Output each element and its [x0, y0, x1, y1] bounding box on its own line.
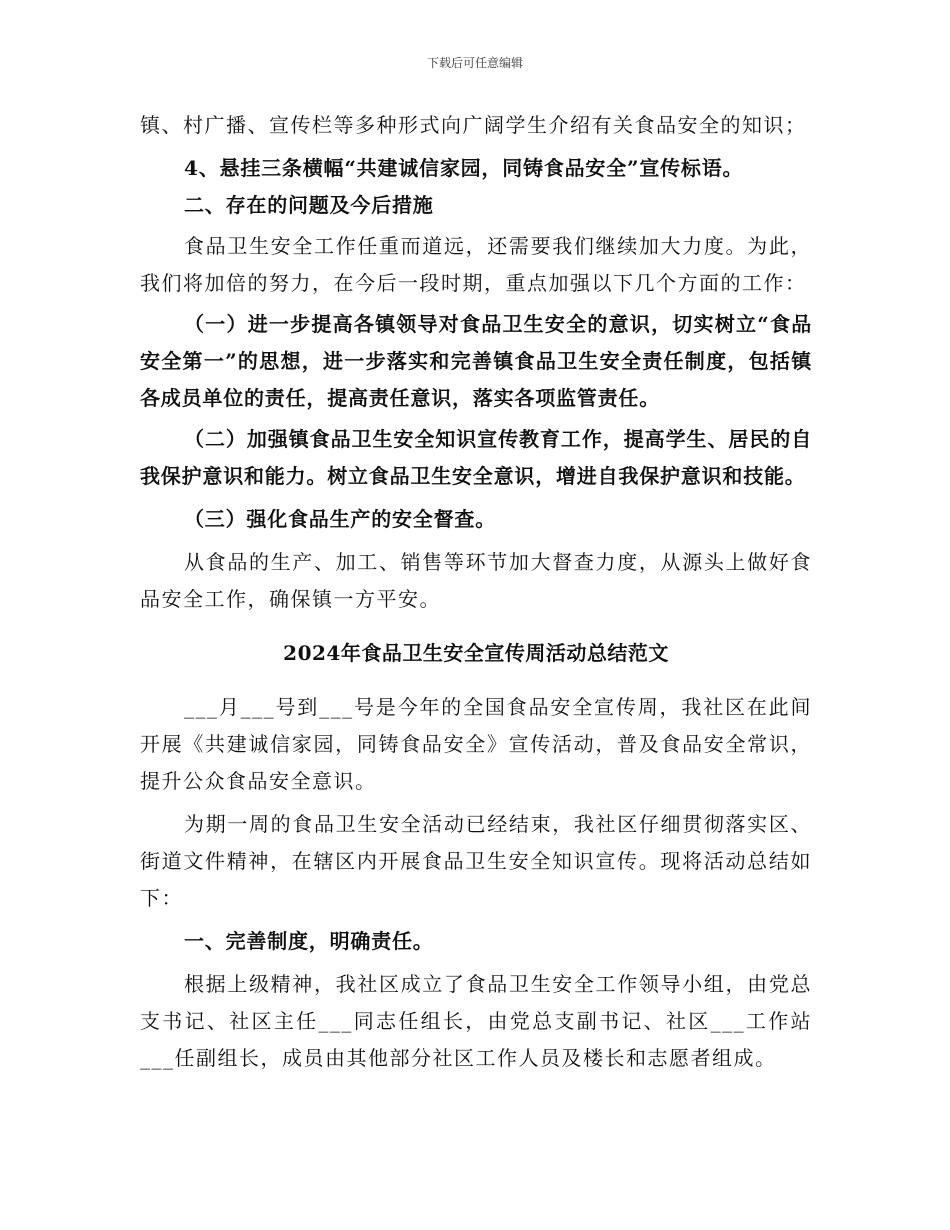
section-heading: 一、完善制度，明确责任。: [184, 929, 434, 953]
paragraph: ___月___号到___号是今年的全国食品安全宣传周，我社区在此间开展《共建诚信家园，同铸食品安全》宣传活动，普及食品安全常识，提升公众食品安全意识。: [140, 695, 812, 793]
paragraph: 镇、村广播、宣传栏等多种形式向广阔学生介绍有关食品安全的知识；: [140, 113, 807, 137]
section-heading: 二、存在的问题及今后措施: [184, 193, 434, 217]
paragraph-bold: （二）加强镇食品卫生安全知识宣传教育工作，提高学生、居民的自我保护意识和能力。树立食品卫生安全意识，增进自我保护意识和技能。: [140, 427, 812, 488]
section-title: 2024年食品卫生安全宣传周活动总结范文: [283, 641, 669, 665]
paragraph: 为期一周的食品卫生安全活动已经结束，我社区仔细贯彻落实区、街道文件精神，在辖区内开展食品卫生安全知识宣传。现将活动总结如下：: [140, 812, 812, 910]
paragraph-bold: 4、悬挂三条横幅“共建诚信家园，同铸食品安全”宣传标语。: [184, 156, 744, 180]
page-header: 下载后可任意编辑: [426, 56, 523, 70]
paragraph: 食品卫生安全工作任重而道远，还需要我们继续加大力度。为此，我们将加倍的努力，在今后一段时期，重点加强以下几个方面的工作：: [140, 234, 812, 295]
document-body: [140, 107, 812, 1077]
paragraph: 从食品的生产、加工、销售等环节加大督查力度，从源头上做好食品安全工作，确保镇一方平安。: [140, 550, 812, 611]
paragraph: 根据上级精神，我社区成立了食品卫生安全工作领导小组，由党总支书记、社区主任___同志任组长，由党总支副书记、社区___工作站___任副组长，成员由其他部分社区工作人员及楼长和志愿者组成。: [140, 972, 812, 1070]
paragraph-bold: （一）进一步提高各镇领导对食品卫生安全的意识，切实树立“食品安全第一”的思想，进一步落实和完善镇食品卫生安全责任制度，包括镇各成员单位的责任，提高责任意识，落实各项监管责任。: [140, 312, 812, 410]
paragraph-bold: （三）强化食品生产的安全督查。: [184, 507, 496, 531]
